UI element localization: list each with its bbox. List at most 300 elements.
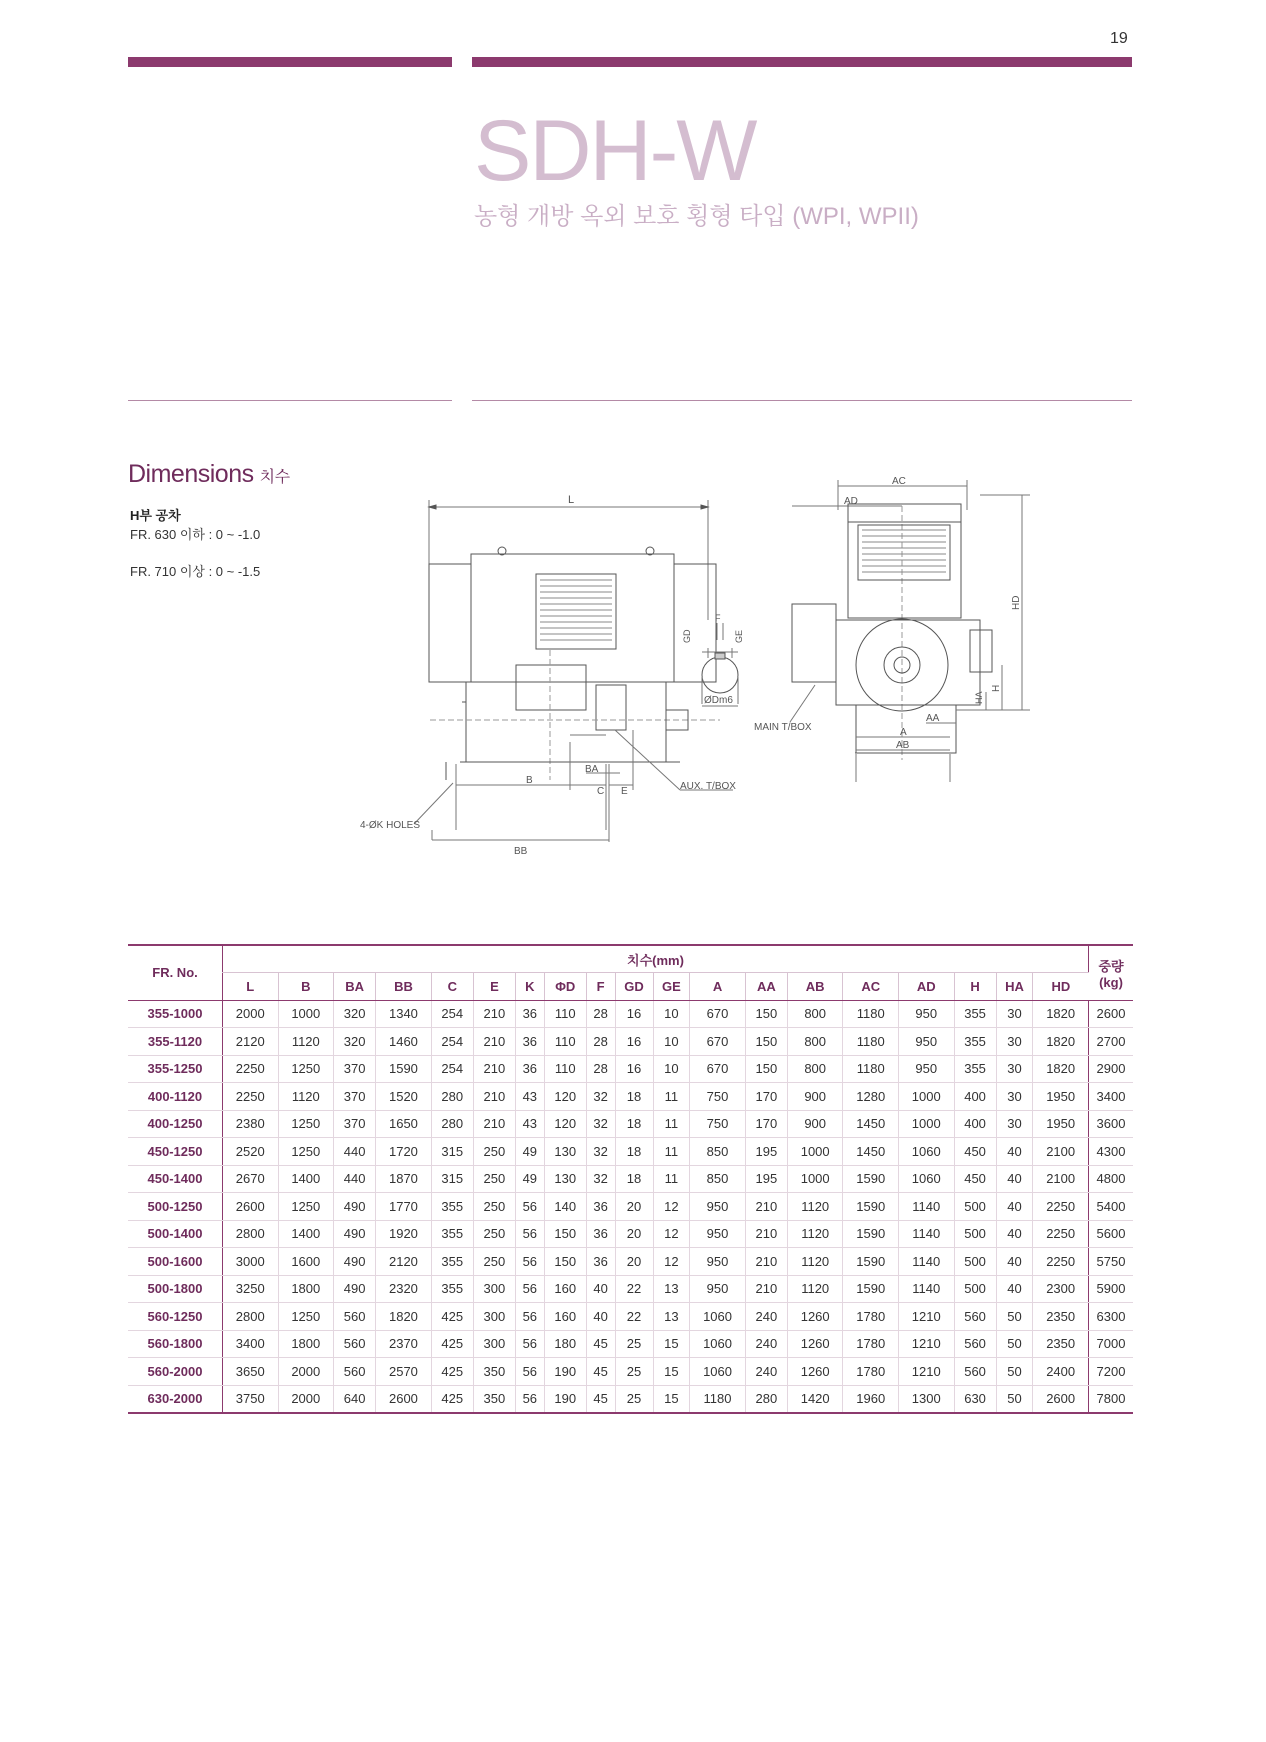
dimension-cell: 45 [586, 1330, 615, 1358]
dimension-cell: 1250 [278, 1138, 334, 1166]
dimension-cell: 1460 [376, 1028, 432, 1056]
dimension-cell: 400 [954, 1083, 996, 1111]
column-header: HA [996, 973, 1033, 1001]
dimension-cell: 56 [515, 1248, 544, 1276]
dimension-cell: 20 [615, 1248, 653, 1276]
label-A: A [900, 727, 907, 738]
dimension-cell: 2250 [1033, 1248, 1089, 1276]
column-header: HD [1033, 973, 1089, 1001]
dimension-cell: 210 [745, 1275, 787, 1303]
dimension-cell: 350 [473, 1358, 515, 1386]
dimension-cell: 800 [787, 1000, 843, 1028]
dimension-cell: 950 [898, 1055, 954, 1083]
dimension-cell: 1120 [278, 1028, 334, 1056]
dimension-cell: 210 [745, 1193, 787, 1221]
column-header: E [473, 973, 515, 1001]
dimension-cell: 2600 [223, 1193, 279, 1221]
label-E: E [621, 786, 628, 797]
dimension-drawing [360, 476, 1150, 857]
dimension-cell: 560 [954, 1358, 996, 1386]
table-row [128, 1083, 1133, 1111]
column-header: ΦD [544, 973, 586, 1001]
dimension-cell: 254 [431, 1028, 473, 1056]
weight-cell: 4800 [1089, 1165, 1134, 1193]
dimension-cell: 355 [431, 1275, 473, 1303]
dimension-cell: 640 [334, 1385, 376, 1413]
dimension-cell: 1260 [787, 1303, 843, 1331]
shaft-detail [682, 613, 744, 706]
weight-cell: 7800 [1089, 1385, 1134, 1413]
fr-number-cell: 450-1400 [128, 1165, 223, 1193]
header-bar-left [128, 57, 452, 67]
dimension-cell: 11 [653, 1138, 690, 1166]
dimension-cell: 500 [954, 1248, 996, 1276]
dimension-cell: 1950 [1033, 1110, 1089, 1138]
column-header: F [586, 973, 615, 1001]
dimension-cell: 49 [515, 1138, 544, 1166]
dimension-cell: 2380 [223, 1110, 279, 1138]
dimension-cell: 190 [544, 1358, 586, 1386]
dimension-cell: 50 [996, 1358, 1033, 1386]
dimension-cell: 1250 [278, 1055, 334, 1083]
dimension-cell: 3750 [223, 1385, 279, 1413]
dimension-cell: 1590 [843, 1193, 899, 1221]
dimension-cell: 425 [431, 1358, 473, 1386]
dimension-cell: 140 [544, 1193, 586, 1221]
dimension-cell: 300 [473, 1330, 515, 1358]
dimension-cell: 2350 [1033, 1330, 1089, 1358]
dimension-cell: 370 [334, 1055, 376, 1083]
dimension-cell: 18 [615, 1110, 653, 1138]
dimension-cell: 900 [787, 1110, 843, 1138]
dimension-cell: 1250 [278, 1303, 334, 1331]
dimension-cell: 190 [544, 1385, 586, 1413]
tolerance-notes [130, 506, 260, 581]
dimension-cell: 2600 [376, 1385, 432, 1413]
dimension-cell: 150 [745, 1028, 787, 1056]
dimension-cell: 56 [515, 1358, 544, 1386]
dimension-cell: 850 [690, 1138, 746, 1166]
table-row [128, 1385, 1133, 1413]
dimension-cell: 32 [586, 1165, 615, 1193]
header-bar-right [472, 57, 1132, 67]
column-header: GE [653, 973, 690, 1001]
table-row [128, 1330, 1133, 1358]
header-weight-label: 중량 [1098, 958, 1124, 974]
side-view [360, 494, 736, 857]
column-header: A [690, 973, 746, 1001]
dimension-cell: 50 [996, 1303, 1033, 1331]
dimension-cell: 1870 [376, 1165, 432, 1193]
table-row [128, 1055, 1133, 1083]
fr-number-cell: 500-1250 [128, 1193, 223, 1221]
page-number: 19 [1110, 30, 1128, 47]
dimension-cell: 950 [690, 1220, 746, 1248]
label-AB: AB [896, 740, 910, 751]
column-header: GD [615, 973, 653, 1001]
dimension-cell: 1210 [898, 1330, 954, 1358]
dimension-cell: 490 [334, 1193, 376, 1221]
fr-number-cell: 500-1400 [128, 1220, 223, 1248]
dimension-cell: 1140 [898, 1193, 954, 1221]
dimension-cell: 15 [653, 1358, 690, 1386]
table-row [128, 1110, 1133, 1138]
dimension-cell: 56 [515, 1330, 544, 1358]
dimension-cell: 40 [996, 1248, 1033, 1276]
label-aux-box: AUX. T/BOX [680, 781, 736, 792]
dimension-cell: 2100 [1033, 1165, 1089, 1193]
dimension-cell: 750 [690, 1110, 746, 1138]
dimension-cell: 22 [615, 1275, 653, 1303]
weight-cell: 5900 [1089, 1275, 1134, 1303]
dimension-cell: 280 [431, 1083, 473, 1111]
column-header: K [515, 973, 544, 1001]
dimension-cell: 2000 [223, 1000, 279, 1028]
dimension-cell: 20 [615, 1193, 653, 1221]
dimension-cell: 40 [996, 1220, 1033, 1248]
dimension-cell: 56 [515, 1385, 544, 1413]
dimension-cell: 36 [586, 1220, 615, 1248]
label-AA: AA [926, 713, 940, 724]
weight-cell: 5750 [1089, 1248, 1134, 1276]
dimension-cell: 1000 [898, 1110, 954, 1138]
dimension-cell: 32 [586, 1083, 615, 1111]
dimension-cell: 2350 [1033, 1303, 1089, 1331]
dimension-cell: 1250 [278, 1193, 334, 1221]
dimension-cell: 1800 [278, 1275, 334, 1303]
dimension-cell: 40 [996, 1165, 1033, 1193]
dimension-cell: 10 [653, 1055, 690, 1083]
dimension-cell: 1520 [376, 1083, 432, 1111]
dimension-cell: 320 [334, 1028, 376, 1056]
dimension-cell: 18 [615, 1083, 653, 1111]
dimension-cell: 195 [745, 1165, 787, 1193]
dimension-cell: 950 [690, 1248, 746, 1276]
dimension-table [128, 944, 1133, 1414]
label-HD: HD [1011, 595, 1022, 610]
table-row [128, 1275, 1133, 1303]
table-row [128, 1028, 1133, 1056]
dimension-cell: 1180 [843, 1055, 899, 1083]
dimension-cell: 2120 [376, 1248, 432, 1276]
dimension-cell: 1590 [843, 1248, 899, 1276]
dimension-cell: 560 [334, 1358, 376, 1386]
dimension-cell: 210 [473, 1055, 515, 1083]
weight-cell: 4300 [1089, 1138, 1134, 1166]
weight-cell: 5400 [1089, 1193, 1134, 1221]
dimension-cell: 170 [745, 1110, 787, 1138]
dimension-cell: 25 [615, 1385, 653, 1413]
dimension-cell: 2000 [278, 1385, 334, 1413]
label-F: F [715, 613, 721, 623]
dimension-cell: 40 [996, 1138, 1033, 1166]
weight-cell: 3400 [1089, 1083, 1134, 1111]
dimension-cell: 1590 [843, 1165, 899, 1193]
fr-number-cell: 630-2000 [128, 1385, 223, 1413]
dimension-cell: 1280 [843, 1083, 899, 1111]
dimension-cell: 3000 [223, 1248, 279, 1276]
dimension-cell: 13 [653, 1275, 690, 1303]
dimension-cell: 1060 [690, 1330, 746, 1358]
dimension-cell: 1450 [843, 1138, 899, 1166]
dimension-cell: 355 [431, 1220, 473, 1248]
dimension-cell: 160 [544, 1275, 586, 1303]
label-B: B [526, 775, 533, 786]
dimension-cell: 1120 [787, 1220, 843, 1248]
dimension-cell: 11 [653, 1165, 690, 1193]
dimension-cell: 30 [996, 1083, 1033, 1111]
column-header: BA [334, 973, 376, 1001]
label-H: H [991, 684, 1002, 692]
dimension-cell: 36 [515, 1055, 544, 1083]
dimension-cell: 350 [473, 1385, 515, 1413]
dimension-cell: 12 [653, 1193, 690, 1221]
header-weight [1089, 945, 1134, 1000]
dimension-cell: 18 [615, 1165, 653, 1193]
dimension-cell: 1120 [278, 1083, 334, 1111]
dimension-cell: 40 [996, 1193, 1033, 1221]
dimension-cell: 15 [653, 1330, 690, 1358]
dimension-cell: 1000 [898, 1083, 954, 1111]
dimension-cell: 750 [690, 1083, 746, 1111]
label-GD: GD [682, 629, 692, 643]
dimension-cell: 490 [334, 1248, 376, 1276]
dimension-cell: 1180 [843, 1000, 899, 1028]
dimension-cell: 254 [431, 1000, 473, 1028]
dimension-cell: 1140 [898, 1275, 954, 1303]
dimension-cell: 36 [515, 1028, 544, 1056]
dimension-cell: 1960 [843, 1385, 899, 1413]
fr-number-cell: 500-1800 [128, 1275, 223, 1303]
dimension-cell: 2400 [1033, 1358, 1089, 1386]
dimension-cell: 30 [996, 1028, 1033, 1056]
dimension-cell: 45 [586, 1358, 615, 1386]
dimension-cell: 110 [544, 1000, 586, 1028]
dimension-cell: 43 [515, 1110, 544, 1138]
dimension-cell: 450 [954, 1165, 996, 1193]
dimension-cell: 160 [544, 1303, 586, 1331]
dimension-cell: 370 [334, 1083, 376, 1111]
dimension-cell: 250 [473, 1220, 515, 1248]
dimension-cell: 130 [544, 1138, 586, 1166]
dimension-cell: 355 [431, 1193, 473, 1221]
dimension-cell: 180 [544, 1330, 586, 1358]
fr-number-cell: 560-1800 [128, 1330, 223, 1358]
dimension-cell: 355 [954, 1028, 996, 1056]
dimension-cell: 1820 [1033, 1000, 1089, 1028]
dimension-cell: 110 [544, 1028, 586, 1056]
dimension-cell: 2370 [376, 1330, 432, 1358]
dimension-cell: 3400 [223, 1330, 279, 1358]
dimension-cell: 32 [586, 1138, 615, 1166]
dimension-cell: 43 [515, 1083, 544, 1111]
table-row [128, 1358, 1133, 1386]
dimension-cell: 2250 [223, 1083, 279, 1111]
dimension-cell: 1260 [787, 1358, 843, 1386]
dimension-cell: 210 [745, 1248, 787, 1276]
dimension-cell: 1120 [787, 1248, 843, 1276]
dimensions-heading [128, 460, 290, 489]
dimension-cell: 1060 [690, 1303, 746, 1331]
dimension-cell: 1820 [376, 1303, 432, 1331]
dimension-cell: 2800 [223, 1303, 279, 1331]
dimension-cell: 254 [431, 1055, 473, 1083]
dimension-cell: 425 [431, 1330, 473, 1358]
dimension-cell: 450 [954, 1138, 996, 1166]
dimension-cell: 1120 [787, 1193, 843, 1221]
dimension-cell: 210 [473, 1110, 515, 1138]
dimension-cell: 22 [615, 1303, 653, 1331]
dimension-cell: 40 [996, 1275, 1033, 1303]
dimension-cell: 1590 [843, 1220, 899, 1248]
dimension-cell: 12 [653, 1220, 690, 1248]
dimension-cell: 560 [334, 1330, 376, 1358]
dimension-cell: 2800 [223, 1220, 279, 1248]
dimension-cell: 490 [334, 1220, 376, 1248]
dimension-cell: 1770 [376, 1193, 432, 1221]
dimension-cell: 250 [473, 1248, 515, 1276]
column-header: AB [787, 973, 843, 1001]
dimension-cell: 110 [544, 1055, 586, 1083]
dimension-cell: 355 [431, 1248, 473, 1276]
dimensions-heading-ko: 치수 [259, 469, 290, 486]
dimension-cell: 1180 [690, 1385, 746, 1413]
dimension-cell: 1600 [278, 1248, 334, 1276]
dimension-cell: 30 [996, 1055, 1033, 1083]
dimension-cell: 490 [334, 1275, 376, 1303]
fr-number-cell: 500-1600 [128, 1248, 223, 1276]
dimension-cell: 2520 [223, 1138, 279, 1166]
dimension-cell: 1180 [843, 1028, 899, 1056]
dimension-cell: 425 [431, 1385, 473, 1413]
dimension-cell: 950 [690, 1275, 746, 1303]
dimension-cell: 32 [586, 1110, 615, 1138]
dimension-cell: 50 [996, 1385, 1033, 1413]
weight-cell: 5600 [1089, 1220, 1134, 1248]
dimension-cell: 370 [334, 1110, 376, 1138]
dimension-cell: 28 [586, 1028, 615, 1056]
dimension-cell: 20 [615, 1220, 653, 1248]
dimension-cell: 1820 [1033, 1028, 1089, 1056]
dimension-cell: 355 [954, 1055, 996, 1083]
tolerance-line-1: FR. 630 이하 : 0 ~ -1.0 [130, 527, 261, 542]
dimension-cell: 210 [473, 1028, 515, 1056]
label-HA: HA [974, 691, 984, 704]
header-dimensions-group: 치수(mm) [223, 945, 1089, 973]
dimension-cell: 900 [787, 1083, 843, 1111]
dimension-cell: 1400 [278, 1220, 334, 1248]
dimension-cell: 250 [473, 1165, 515, 1193]
dimension-cell: 425 [431, 1303, 473, 1331]
table-row [128, 1138, 1133, 1166]
table-row [128, 1165, 1133, 1193]
label-L: L [568, 494, 575, 506]
dimension-cell: 2250 [223, 1055, 279, 1083]
dimension-cell: 800 [787, 1055, 843, 1083]
dimension-cell: 40 [586, 1275, 615, 1303]
dimension-cell: 670 [690, 1000, 746, 1028]
dimension-cell: 36 [586, 1248, 615, 1276]
weight-cell: 2600 [1089, 1000, 1134, 1028]
dimension-cell: 3650 [223, 1358, 279, 1386]
dimension-cell: 240 [745, 1358, 787, 1386]
column-header-row [128, 973, 1133, 1001]
dimension-cell: 1920 [376, 1220, 432, 1248]
dimension-cell: 210 [473, 1000, 515, 1028]
product-title: SDH-W [474, 103, 756, 199]
dimension-cell: 56 [515, 1303, 544, 1331]
dimension-cell: 300 [473, 1275, 515, 1303]
dimension-cell: 1260 [787, 1330, 843, 1358]
dimension-cell: 28 [586, 1055, 615, 1083]
fr-number-cell: 450-1250 [128, 1138, 223, 1166]
dimension-cell: 3250 [223, 1275, 279, 1303]
dimension-cell: 130 [544, 1165, 586, 1193]
dimension-cell: 1780 [843, 1358, 899, 1386]
dimension-cell: 45 [586, 1385, 615, 1413]
dimension-cell: 2300 [1033, 1275, 1089, 1303]
dimension-cell: 300 [473, 1303, 515, 1331]
column-header: H [954, 973, 996, 1001]
dimension-cell: 10 [653, 1000, 690, 1028]
dimension-cell: 56 [515, 1193, 544, 1221]
dimension-cell: 56 [515, 1275, 544, 1303]
dimension-cell: 280 [745, 1385, 787, 1413]
dimension-cell: 1820 [1033, 1055, 1089, 1083]
weight-cell: 2900 [1089, 1055, 1134, 1083]
dimension-cell: 250 [473, 1138, 515, 1166]
dimension-cell: 18 [615, 1138, 653, 1166]
dimension-cell: 1060 [690, 1358, 746, 1386]
dimension-cell: 1000 [787, 1138, 843, 1166]
column-header: AC [843, 973, 899, 1001]
dimension-cell: 560 [954, 1303, 996, 1331]
fr-number-cell: 355-1250 [128, 1055, 223, 1083]
weight-cell: 7200 [1089, 1358, 1134, 1386]
label-AC: AC [892, 476, 906, 487]
dimension-cell: 250 [473, 1193, 515, 1221]
label-C: C [597, 786, 605, 797]
dimension-cell: 1000 [278, 1000, 334, 1028]
dimension-cell: 40 [586, 1303, 615, 1331]
dimension-cell: 1210 [898, 1358, 954, 1386]
column-header: BB [376, 973, 432, 1001]
dimension-cell: 2670 [223, 1165, 279, 1193]
weight-cell: 6300 [1089, 1303, 1134, 1331]
dimension-cell: 16 [615, 1000, 653, 1028]
dimension-cell: 36 [586, 1193, 615, 1221]
dimension-cell: 150 [544, 1220, 586, 1248]
dimension-cell: 850 [690, 1165, 746, 1193]
dimension-cell: 2000 [278, 1358, 334, 1386]
dimension-cell: 280 [431, 1110, 473, 1138]
dimension-cell: 355 [954, 1000, 996, 1028]
product-subtitle: 농형 개방 옥외 보호 횡형 타입 (WPI, WPII) [474, 203, 919, 230]
dimension-cell: 560 [334, 1303, 376, 1331]
dimension-cell: 2320 [376, 1275, 432, 1303]
tolerance-line-2: FR. 710 이상 : 0 ~ -1.5 [130, 564, 261, 579]
dimension-cell: 560 [954, 1330, 996, 1358]
dimension-cell: 950 [898, 1000, 954, 1028]
table-row [128, 1193, 1133, 1221]
fr-number-cell: 560-2000 [128, 1358, 223, 1386]
dimension-cell: 315 [431, 1165, 473, 1193]
dimension-cell: 1780 [843, 1330, 899, 1358]
dimension-cell: 400 [954, 1110, 996, 1138]
label-shaft: ØDm6 [704, 695, 733, 706]
dimension-cell: 195 [745, 1138, 787, 1166]
dimension-cell: 1450 [843, 1110, 899, 1138]
